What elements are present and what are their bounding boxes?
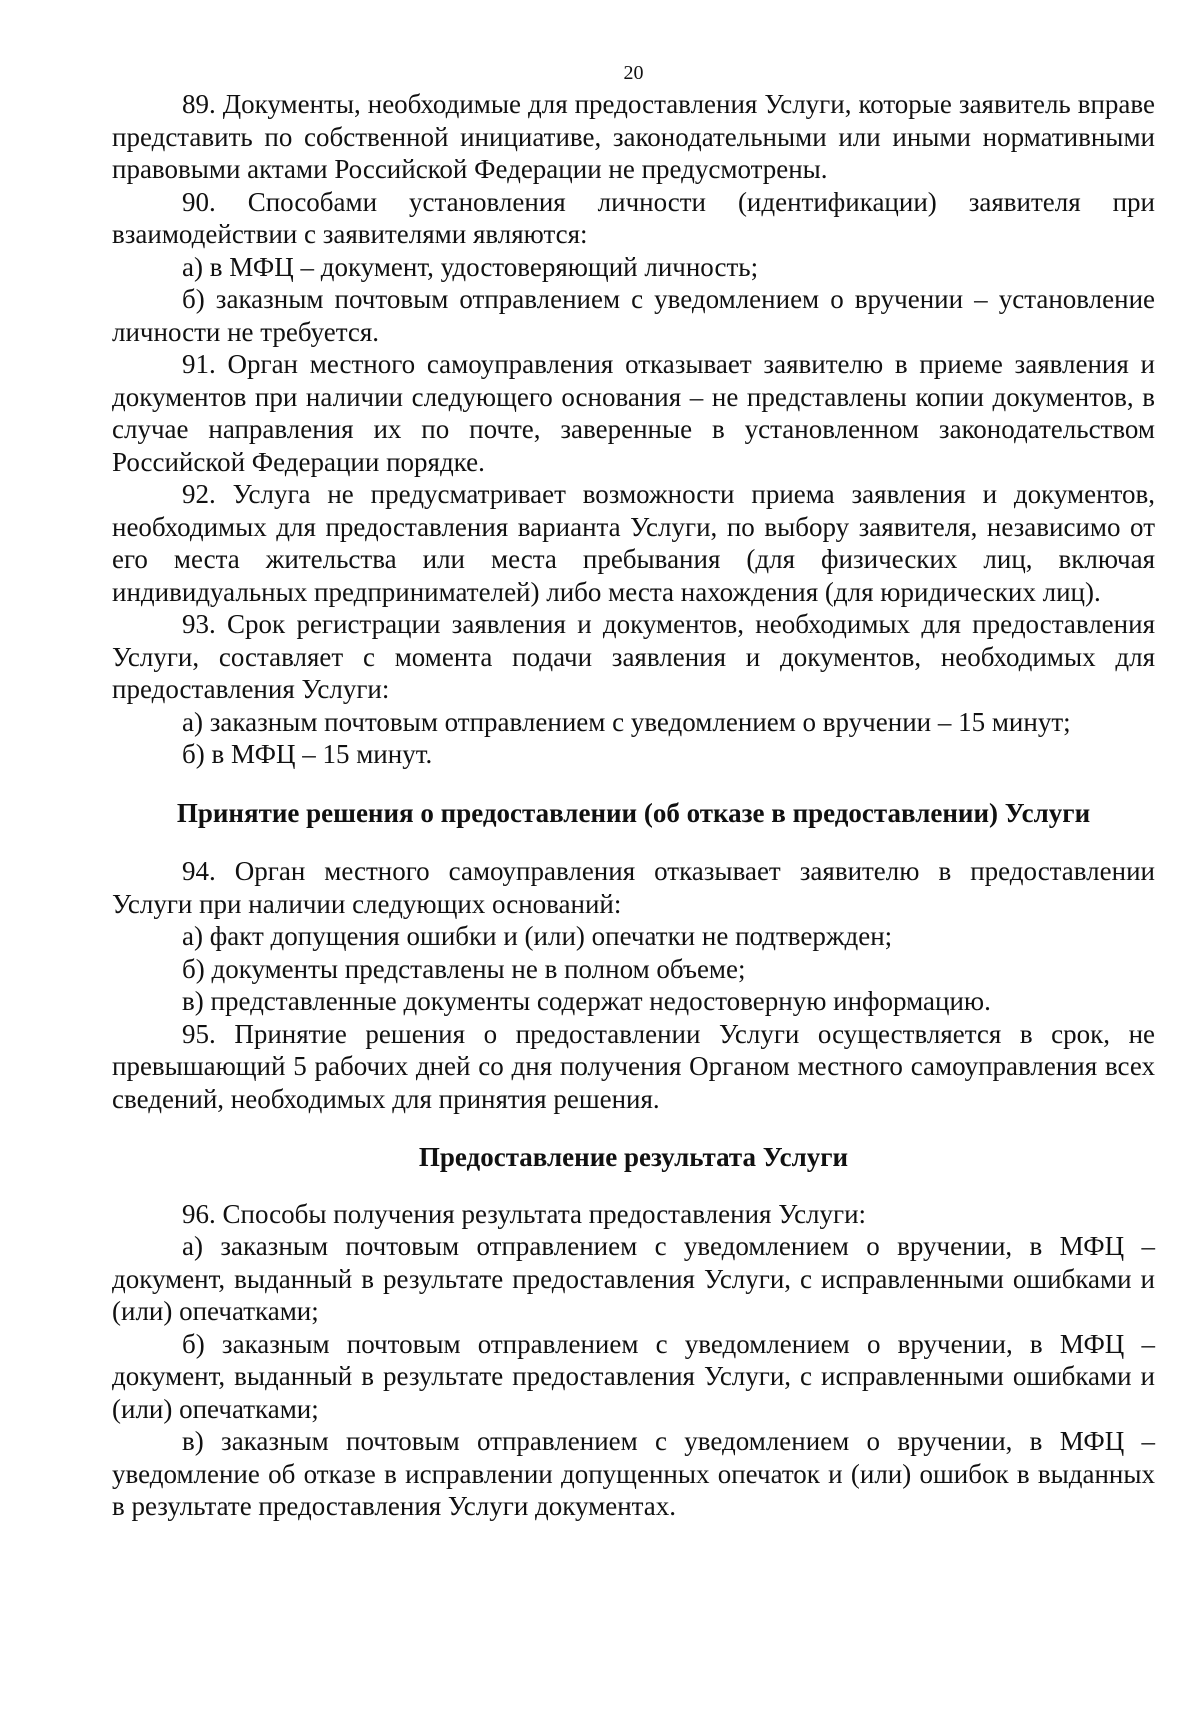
page-number: 20 — [623, 62, 644, 84]
paragraph-96-c: в) заказным почтовым отправлением с уведомлением о вручении, в МФЦ – уведомление об отказе в исправлении допущенных опечаток и (или) ошибок в выданных в результате предоставления Услуги документах. — [112, 1426, 1155, 1521]
paragraph-89: 89. Документы, необходимые для предоставления Услуги, которые заявитель вправе представить по собственной инициативе, законодательными или иными нормативными правовыми актами Российской Федерации не предусмотрены. — [112, 89, 1155, 184]
paragraph-90: 90. Способами установления личности (идентификации) заявителя при взаимодействии с заявителями являются: — [112, 186, 1155, 249]
paragraph-91: 91. Орган местного самоуправления отказывает заявителю в приеме заявления и документов при наличии следующего основания – не представлены копии документов, в случае направления их по почте, заверенные в установленном законодательством Российской Федерации порядке. — [112, 349, 1155, 477]
section-heading-result: Предоставление результата Услуги — [418, 1142, 849, 1172]
paragraph-92: 92. Услуга не предусматривает возможности приема заявления и документов, необходимых для предоставления варианта Услуги, по выбору заявителя, независимо от его места жительства или места пребывания (для физических лиц, включая индивидуальных предпринимателей) либо места нахождения (для юридических лиц). — [112, 479, 1155, 607]
document-page — [112, 60, 1155, 1523]
paragraph-94: 94. Орган местного самоуправления отказывает заявителю в предоставлении Услуги при наличии следующих оснований: — [112, 856, 1155, 919]
paragraph-95: 95. Принятие решения о предоставлении Услуги осуществляется в срок, не превышающий 5 рабочих дней со дня получения Органом местного самоуправления всех сведений, необходимых для принятия решения. — [112, 1018, 1155, 1114]
paragraph-93-a: а) заказным почтовым отправлением с уведомлением о вручении – 15 минут; — [182, 706, 1071, 737]
paragraph-90-a: а) в МФЦ – документ, удостоверяющий личность; — [182, 251, 759, 282]
paragraph-93: 93. Срок регистрации заявления и документов, необходимых для предоставления Услуги, составляет с момента подачи заявления и документов, необходимых для предоставления Услуги: — [112, 609, 1155, 704]
paragraph-96-b: б) заказным почтовым отправлением с уведомлением о вручении, в МФЦ – документ, выданный в результате предоставления Услуги, с исправленными ошибками и (или) опечатками; — [112, 1328, 1155, 1424]
paragraph-94-a: а) факт допущения ошибки и (или) опечатки не подтвержден; — [182, 921, 893, 951]
paragraph-94-b: б) документы представлены не в полном объеме; — [182, 953, 746, 984]
paragraph-93-b: б) в МФЦ – 15 минут. — [182, 739, 433, 769]
paragraph-96-a: а) заказным почтовым отправлением с уведомлением о вручении, в МФЦ – документ, выданный в результате предоставления Услуги, с исправленными ошибками и (или) опечатками; — [112, 1231, 1155, 1326]
section-heading-decision: Принятие решения о предоставлении (об отказе в предоставлении) Услуги — [176, 797, 1091, 828]
paragraph-96: 96. Способы получения результата предоставления Услуги: — [182, 1198, 867, 1229]
paragraph-90-b: б) заказным почтовым отправлением с уведомлением о вручении – установление личности не требуется. — [112, 284, 1155, 347]
paragraph-94-c: в) представленные документы содержат недостоверную информацию. — [182, 986, 991, 1016]
